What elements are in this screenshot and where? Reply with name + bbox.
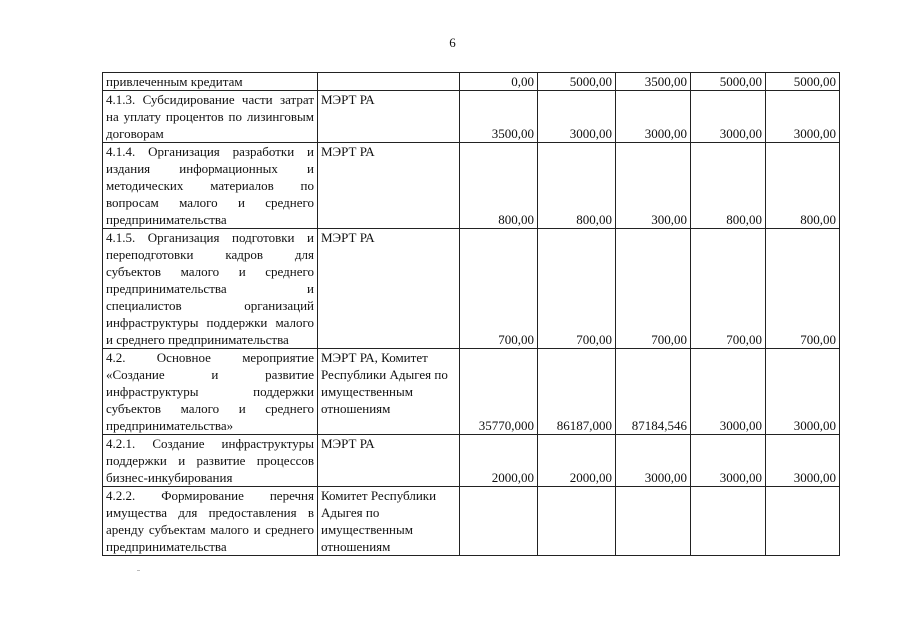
amount-cell: 3000,00 (766, 435, 840, 487)
amount-cell: 86187,000 (538, 349, 616, 435)
executor-cell: МЭРТ РА, Комитет Республики Адыгея по имущественным отношениям (318, 349, 460, 435)
program-activities-table (102, 72, 840, 556)
executor-cell: МЭРТ РА (318, 435, 460, 487)
activity-name-cell: 4.2.2. Формирование перечня имущества для предоставления в аренду субъектам малого и среднего предпринимательства (103, 487, 318, 556)
amount-cell: 3000,00 (616, 435, 691, 487)
amount-cell: 5000,00 (766, 73, 840, 91)
amount-cell: 87184,546 (616, 349, 691, 435)
executor-cell: МЭРТ РА (318, 91, 460, 143)
executor-cell: Комитет Республики Адыгея по имущественным отношениям (318, 487, 460, 556)
executor-cell (318, 73, 460, 91)
amount-cell: 3000,00 (538, 91, 616, 143)
amount-cell (691, 487, 766, 556)
amount-cell: 3000,00 (766, 91, 840, 143)
amount-cell: 3500,00 (460, 91, 538, 143)
amount-cell: 800,00 (766, 143, 840, 229)
amount-cell: 3000,00 (766, 349, 840, 435)
amount-cell: 800,00 (538, 143, 616, 229)
table-row (103, 143, 840, 229)
activity-name-cell: привлеченным кредитам (103, 73, 318, 91)
table-row (103, 487, 840, 556)
amount-cell: 700,00 (691, 229, 766, 349)
amount-cell: 5000,00 (538, 73, 616, 91)
activity-name-cell: 4.2. Основное мероприятие «Создание и развитие инфраструктуры поддержки субъектов малого и среднего предпринимательства» (103, 349, 318, 435)
amount-cell: 800,00 (691, 143, 766, 229)
amount-cell: 3000,00 (691, 349, 766, 435)
executor-cell: МЭРТ РА (318, 143, 460, 229)
amount-cell: 800,00 (460, 143, 538, 229)
amount-cell (766, 487, 840, 556)
amount-cell: 3000,00 (616, 91, 691, 143)
activity-name-cell: 4.1.3. Субсидирование части затрат на уплату процентов по лизинговым договорам (103, 91, 318, 143)
amount-cell (538, 487, 616, 556)
amount-cell: 700,00 (766, 229, 840, 349)
activity-name-cell: 4.1.5. Организация подготовки и переподготовки кадров для субъектов малого и среднего предпринимательства и специалистов организаций инфраструктуры поддержки малого и среднего предпринимательства (103, 229, 318, 349)
scan-artifact (137, 570, 140, 571)
table-row (103, 349, 840, 435)
amount-cell: 3000,00 (691, 435, 766, 487)
table-row (103, 91, 840, 143)
amount-cell: 35770,000 (460, 349, 538, 435)
page-number: 6 (449, 35, 456, 50)
amount-cell: 2000,00 (460, 435, 538, 487)
amount-cell: 5000,00 (691, 73, 766, 91)
amount-cell: 3000,00 (691, 91, 766, 143)
table-row (103, 435, 840, 487)
amount-cell: 700,00 (538, 229, 616, 349)
amount-cell (616, 487, 691, 556)
amount-cell: 700,00 (460, 229, 538, 349)
amount-cell: 3500,00 (616, 73, 691, 91)
table-row (103, 229, 840, 349)
activity-name-cell: 4.2.1. Создание инфраструктуры поддержки и развитие процессов бизнес-инкубирования (103, 435, 318, 487)
amount-cell: 300,00 (616, 143, 691, 229)
amount-cell: 2000,00 (538, 435, 616, 487)
amount-cell (460, 487, 538, 556)
amount-cell: 700,00 (616, 229, 691, 349)
amount-cell: 0,00 (460, 73, 538, 91)
table-row (103, 73, 840, 91)
activity-name-cell: 4.1.4. Организация разработки и издания информационных и методических материалов по вопросам малого и среднего предпринимательства (103, 143, 318, 229)
executor-cell: МЭРТ РА (318, 229, 460, 349)
